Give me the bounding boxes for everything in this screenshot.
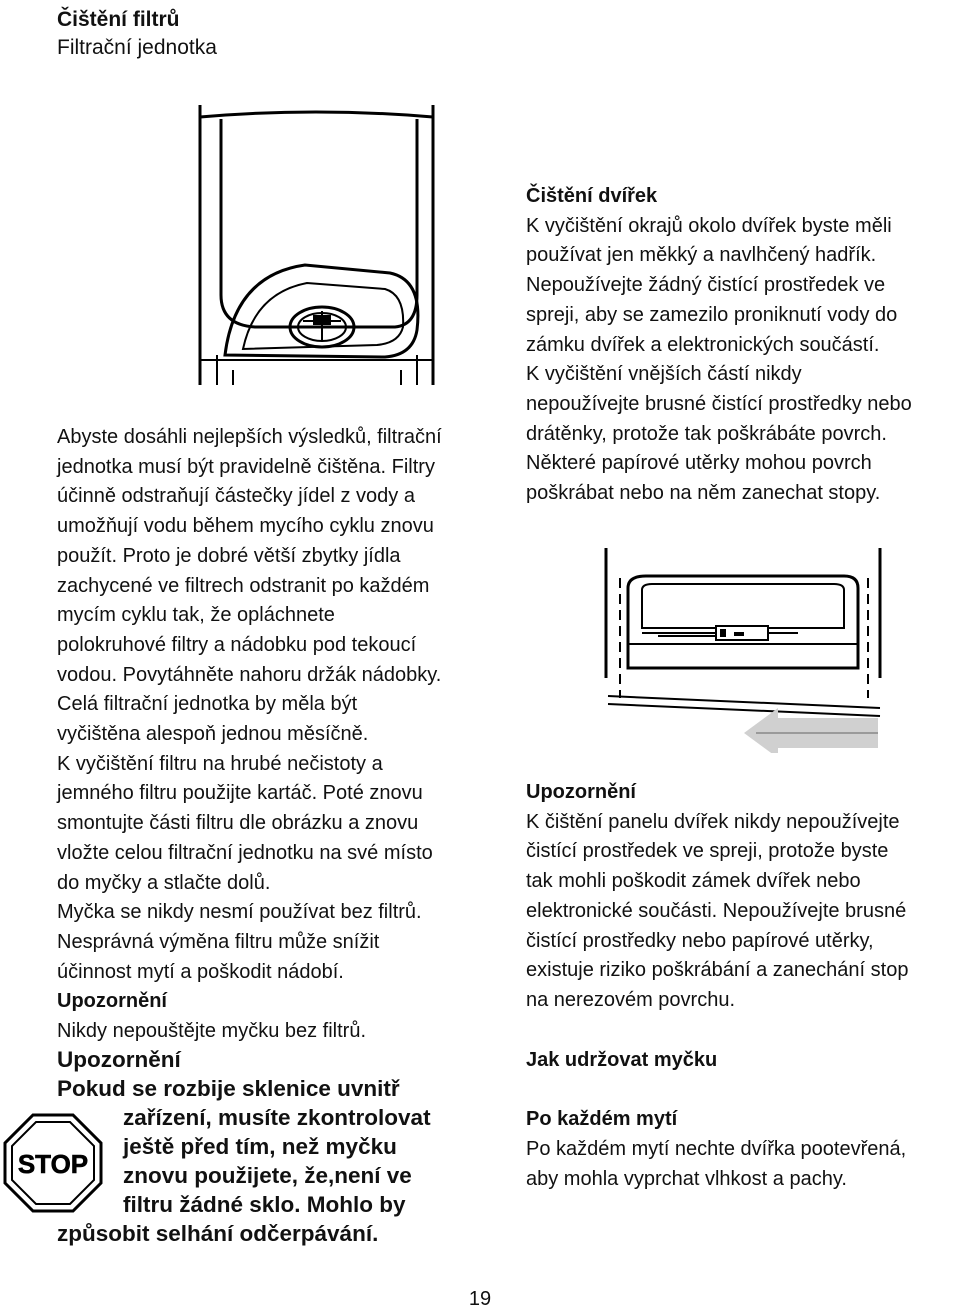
body-line: zámku dvířek a elektronických součástí.	[526, 333, 880, 356]
body-line: K vyčištění okrajů okolo dvířek byste měli	[526, 214, 892, 237]
body-line: Nesprávná výměna filtru může snížit	[57, 930, 380, 953]
body-line: jemného filtru použijte kartáč. Poté znovu	[57, 782, 423, 805]
body-line: na nerezovém povrchu.	[526, 988, 736, 1011]
filter-instructions	[57, 423, 497, 1047]
section-heading: Čištění dvířek	[526, 185, 658, 207]
body-line: drátěnky, protože tak poškrábáte povrch.	[526, 422, 887, 445]
body-line: Po každém mytí nechte dvířka pootevřená,	[526, 1138, 907, 1161]
body-line: vyčištěna alespoň jednou měsíčně.	[57, 723, 369, 746]
warning-heading: Upozornění	[526, 781, 636, 803]
body-line: poškrábat nebo na něm zanechat stopy.	[526, 482, 881, 505]
body-line: aby mohla vyprchat vlhkost a pachy.	[526, 1167, 847, 1190]
stop-sign-text: STOP	[17, 1149, 89, 1179]
body-line: umožňují vodu během mycího cyklu znovu	[57, 515, 434, 538]
body-line: Některé papírové utěrky mohou povrch	[526, 452, 872, 475]
body-line: Celá filtrační jednotka by měla být	[57, 693, 358, 716]
filter-unit-illustration	[195, 105, 445, 390]
body-line: Abyste dosáhli nejlepších výsledků, filtrační	[57, 426, 442, 448]
warning-line: ještě před tím, než myčku	[123, 1134, 397, 1159]
glass-warning	[57, 1045, 497, 1248]
body-line: K vyčištění filtru na hrubé nečistoty a	[57, 752, 383, 775]
page-subtitle: Filtrační jednotka	[57, 36, 217, 59]
warning-heading: Upozornění	[57, 990, 167, 1013]
subsection-heading: Po každém mytí	[526, 1108, 678, 1131]
body-line: čistící prostředky nebo papírové utěrky,	[526, 929, 874, 952]
warning-text: Nikdy nepouštějte myčku bez filtrů.	[57, 1020, 367, 1043]
body-line: Nepoužívejte žádný čistící prostředek ve	[526, 274, 886, 297]
warning-line: zařízení, musíte zkontrolovat	[123, 1105, 431, 1130]
section-heading: Jak udržovat myčku	[526, 1048, 718, 1071]
body-line: používat jen měkký a navlhčený hadřík.	[526, 244, 877, 267]
door-cleaning-section	[526, 182, 956, 509]
warning-heading: Upozornění	[57, 1047, 181, 1072]
body-line: vodou. Povytáhněte nahoru držák nádobky.	[57, 663, 442, 686]
body-line: mycím cyklu tak, že opláchnete	[57, 604, 335, 627]
body-line: nepoužívejte brusné čistící prostředky nebo	[526, 392, 912, 415]
maintenance-section	[526, 778, 956, 1194]
body-line: tak mohli poškodit zámek dvířek nebo	[526, 870, 861, 893]
warning-line: znovu použijete, že,není ve	[123, 1163, 412, 1188]
body-line: elektronické součásti. Nepoužívejte brusné	[526, 899, 907, 922]
body-line: vložte celou filtrační jednotku na své místo	[57, 841, 433, 864]
body-line: účinnost mytí a poškodit nádobí.	[57, 960, 344, 983]
body-line: K vyčištění vnějších částí nikdy	[526, 363, 802, 386]
body-line: smontujte části filtru dle obrázku a znovu	[57, 812, 419, 835]
body-line: zachycené ve filtrech odstranit po každém	[57, 574, 430, 597]
body-line: K čištění panelu dvířek nikdy nepoužívejte	[526, 810, 900, 833]
page-number: 19	[468, 1288, 492, 1310]
warning-line: filtru žádné sklo. Mohlo by	[123, 1192, 406, 1217]
body-line: Myčka se nikdy nesmí používat bez filtrů.	[57, 901, 422, 924]
body-line: polokruhové filtry a nádobku pod tekoucí	[57, 633, 417, 656]
body-line: jednotka musí být pravidelně čištěna. Filtry	[57, 455, 435, 478]
door-panel-illustration	[598, 548, 888, 753]
body-line: existuje riziko poškrábání a zanechání stop	[526, 959, 909, 982]
body-line: do myčky a stlačte dolů.	[57, 871, 271, 894]
page-title: Čištění filtrů	[57, 8, 180, 31]
body-line: použít. Proto je dobré větší zbytky jídla	[57, 544, 401, 567]
stop-sign-icon	[3, 1113, 103, 1213]
body-line: účinně odstraňují částečky jídel z vody a	[57, 485, 415, 508]
warning-line: Pokud se rozbije sklenice uvnitř	[57, 1076, 400, 1101]
body-line: spreji, aby se zamezilo proniknutí vody do	[526, 303, 898, 326]
body-line: čistící prostředek ve spreji, protože byste	[526, 840, 889, 863]
warning-line: způsobit selhání odčerpávání.	[57, 1221, 379, 1246]
